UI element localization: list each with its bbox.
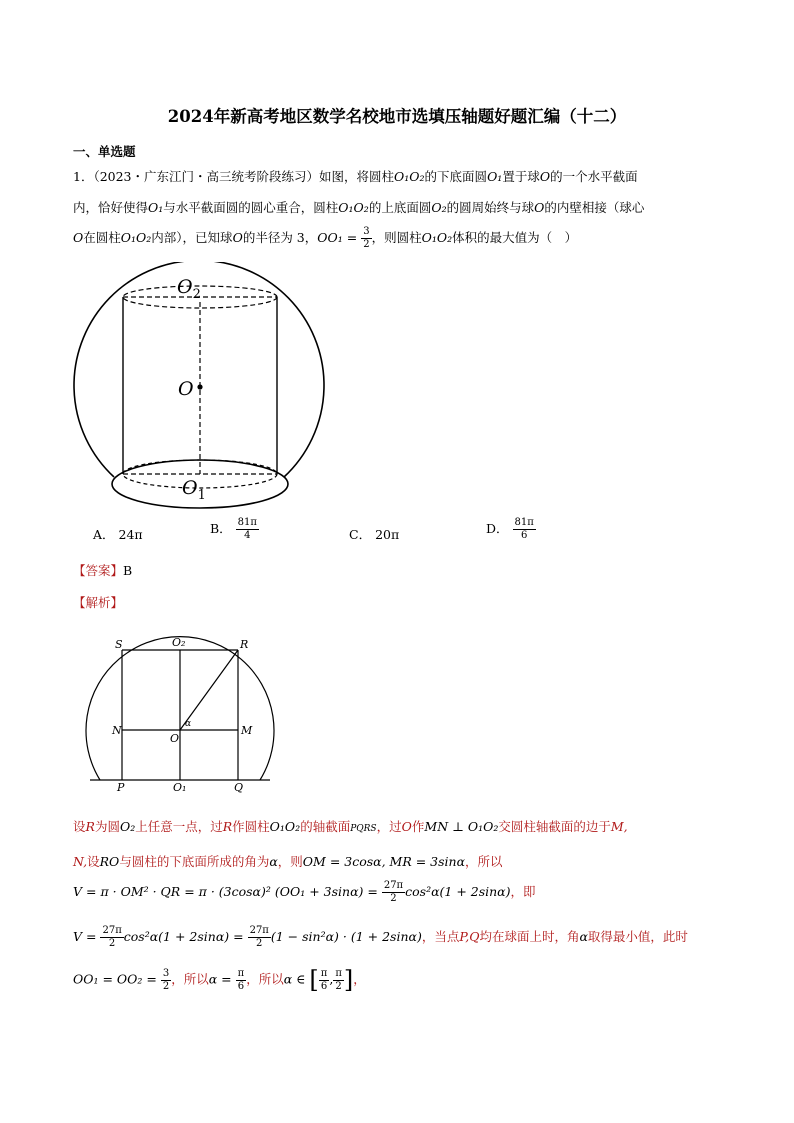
math-o: O <box>534 200 545 215</box>
question-line-2 <box>73 198 644 216</box>
center-point <box>197 384 202 389</box>
label-o2: $O_2$ <box>177 276 201 302</box>
option-d[interactable]: D． $\frac{81\pi}{6}$ <box>486 517 534 541</box>
math-o: O <box>539 169 551 184</box>
label-p: P <box>117 781 125 794</box>
fraction: $\frac{3}{2}$ <box>363 226 370 250</box>
math-o1o2: O₁O₂ <box>338 200 369 215</box>
math-o1o2: O₁O₂ <box>421 230 453 245</box>
figure-axial-section <box>80 628 280 794</box>
math-o2: O₂ <box>431 200 447 215</box>
line-or <box>180 650 238 730</box>
label-m: M <box>241 724 253 737</box>
option-c[interactable]: C． 20π <box>349 527 400 542</box>
math-o1: O₁ <box>487 169 503 184</box>
label-alpha: α <box>185 719 192 729</box>
question-text: 的半径为 3， <box>242 230 318 245</box>
answer-value: B <box>123 563 133 578</box>
math-o: O <box>73 230 84 245</box>
question-text: 与水平截面圆的圆心重合，圆柱 <box>163 200 339 215</box>
math-o1: O₁ <box>148 200 164 215</box>
math-o1o2: O₁O₂ <box>394 169 425 184</box>
solution-line-4: V = $\frac{27\pi}{2}$ cos²α(1 + 2sinα) = $\frac{27\pi}{2}$ (1 − sin²α) · (1 + 2sinα)，当点P,Q均在球面上时，角α取得最小值，此时 <box>73 925 688 949</box>
section-heading: 一、单选题 <box>73 144 136 159</box>
label-n: N <box>112 724 122 737</box>
question-text: 内，恰好使得 <box>73 200 149 215</box>
question-text: 1．（2023・广东江门・高三统考阶段练习）如图，将圆柱 <box>73 169 395 184</box>
label-o: O <box>178 378 194 400</box>
solution-line-1: 设R为圆O₂上任意一点，过R作圆柱O₁O₂的轴截面PQRS，过O作MN ⊥ O₁O₂交圆柱轴截面的边于M, <box>73 819 628 834</box>
question-text: 的一个水平截面 <box>550 169 638 184</box>
page-title: 2024年新高考地区数学名校地市选填压轴题好题汇编（十二） <box>167 107 627 126</box>
option-b[interactable]: B． $\frac{81\pi}{4}$ <box>210 517 257 541</box>
label-r: R <box>240 638 249 651</box>
label-o: O <box>170 732 180 745</box>
question-text: 的圆周始终与球 <box>446 200 535 215</box>
analysis-label: 【解析】 <box>73 595 124 610</box>
solution-line-3: V = π · OM² · QR = π · (3cosα)² (OO₁ + 3sinα) = $\frac{27\pi}{2}$ cos²α(1 + 2sinα)，即 <box>73 880 536 904</box>
label-o1: $O_1$ <box>182 477 206 503</box>
question-text: ，则圆柱 <box>371 230 422 245</box>
label-q: Q <box>234 781 244 794</box>
solution-line-2: N,设RO与圆柱的下底面所成的角为α，则OM = 3cosα, MR = 3sinα，所以 <box>73 854 503 869</box>
question-text: 在圆柱 <box>83 230 121 245</box>
question-text: 内部），已知球 <box>151 230 233 245</box>
question-line-1 <box>73 167 638 185</box>
figure-cylinder-in-sphere <box>70 262 330 514</box>
option-a[interactable]: A． 24π <box>93 527 143 542</box>
math-o1o2: O₁O₂ <box>120 230 152 245</box>
question-text: 的下底面圆 <box>424 169 488 184</box>
math-o: O <box>232 230 243 245</box>
math-oo1: OO₁ = <box>317 230 358 245</box>
label-o2: O₂ <box>172 636 186 649</box>
solution-line-5: OO₁ = OO₂ = $\frac{3}{2}$ ，所以α = $\frac{\pi}{6}$ ，所以α ∈ [ $\frac{\pi}{6}$ , $\frac{\pi}{2}$ ]， <box>73 966 366 994</box>
answer-line: 【答案】B <box>73 563 133 578</box>
label-s: S <box>115 638 123 651</box>
label-o1: O₁ <box>173 781 187 794</box>
question-text: 体积的最大值为（ ） <box>452 230 578 245</box>
question-text: 的内壁相接（球心 <box>544 200 645 215</box>
question-text: 的上底面圆 <box>368 200 432 215</box>
question-line-3 <box>73 226 577 251</box>
question-text: 置于球 <box>502 169 540 184</box>
